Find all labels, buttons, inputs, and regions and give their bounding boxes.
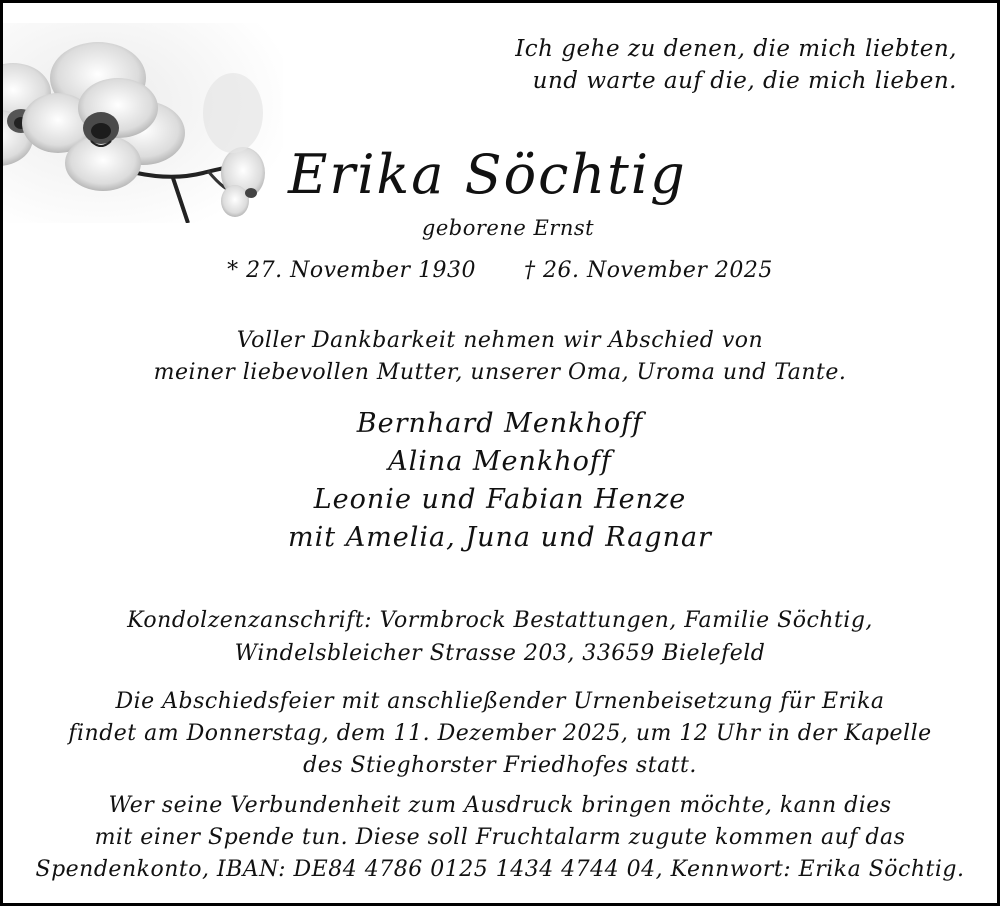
maiden-name: geborene Ernst (421, 216, 595, 240)
orchid-flower-image (3, 23, 283, 223)
life-dates (3, 258, 997, 283)
farewell-text (3, 325, 997, 389)
farewell-line: meiner liebevollen Mutter, unserer Oma, Uroma und Tante. (153, 360, 847, 385)
condolence-line: Kondolzenzanschrift: Vormbrock Bestattungen, Familie Söchtig, (127, 608, 873, 633)
condolence-address (3, 604, 997, 670)
motto-quote (515, 33, 957, 97)
family-member: Leonie und Fabian Henze (313, 484, 687, 515)
donation-info (3, 790, 997, 886)
farewell-line: Voller Dankbarkeit nehmen wir Abschied von (236, 328, 764, 353)
donation-line: Spendenkonto, IBAN: DE84 4786 0125 1434 4744 04, Kennwort: Erika Söchtig. (35, 857, 965, 882)
family-member: Bernhard Menkhoff (356, 408, 644, 439)
condolence-line: Windelsbleicher Strasse 203, 33659 Bielefeld (234, 641, 766, 666)
motto-line: Ich gehe zu denen, die mich liebten, (515, 36, 957, 62)
service-line: des Stieghorster Friedhofes statt. (303, 753, 697, 778)
death-date: † 26. November 2025 (524, 258, 773, 283)
birth-date: * 27. November 1930 (227, 258, 476, 283)
funeral-service-info (3, 686, 997, 782)
service-line: findet am Donnerstag, dem 11. Dezember 2025, um 12 Uhr in der Kapelle (68, 721, 932, 746)
deceased-name: Erika Söchtig (288, 143, 687, 206)
donation-line: mit einer Spende tun. Diese soll Fruchtalarm zugute kommen auf das (94, 825, 906, 850)
motto-line: und warte auf die, die mich lieben. (532, 68, 957, 94)
service-line: Die Abschiedsfeier mit anschließender Urnenbeisetzung für Erika (115, 689, 885, 714)
donation-line: Wer seine Verbundenheit zum Ausdruck bringen möchte, kann dies (108, 793, 892, 818)
family-member: Alina Menkhoff (388, 446, 612, 477)
family-member: mit Amelia, Juna und Ragnar (288, 522, 712, 553)
family-members (3, 405, 997, 557)
